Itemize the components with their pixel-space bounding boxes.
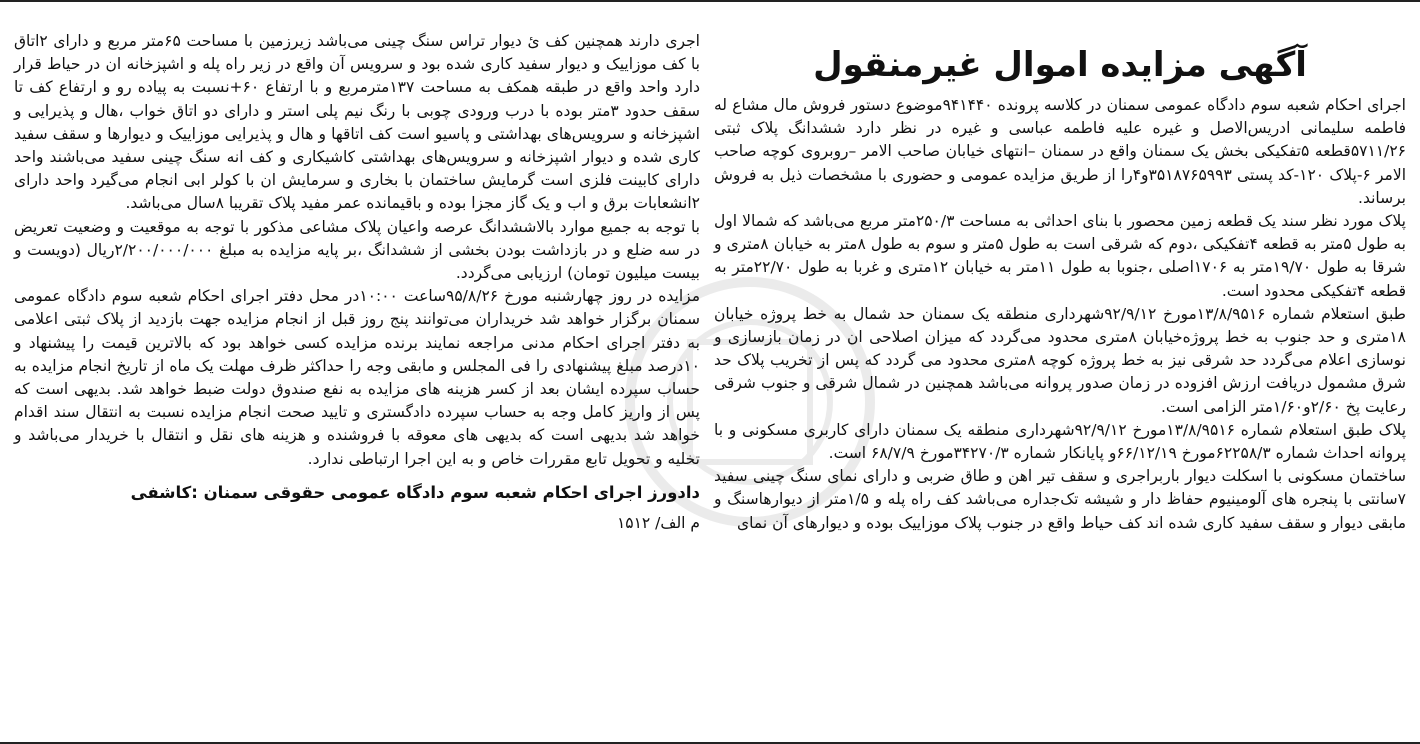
right-column (714, 30, 1406, 535)
left-column (14, 30, 700, 535)
paragraph-intro: اجرای احکام شعبه سوم دادگاه عمومی سمنان در کلاسه پرونده ۹۴۱۴۴۰موضوع دستور فروش مال مشاع له فاطمه سلیمانی ادریس‌الاصل و غیره علیه فاطمه عباسی و غیره در نظر دارد ششدانگ پلاک ثبتی ۵۷۱۱/۲۶قطعه ۵تفکیکی بخش یک سمنان واقع در سمنان –انتهای خیابان صاحب الامر –روبروی کوچه صاحب الامر ۶-پلاک ۱۲۰-کد پستی ۳۵۱۸۷۶۵۹۹۳و۴را از طریق مزایده عمومی و حضوری با مشخصات ذیل به فروش برساند. (714, 96, 1407, 207)
notice-title: آگهی مزایده اموال غیرمنقول (813, 45, 1307, 85)
paragraph-valuation: با توجه به جمیع موارد بالاششدانگ عرصه واعیان پلاک مشاعی مذکور با توجه به موقعیت و وضعیت تعریض در سه ضلع و در بازداشت بودن بخشی از ششدانگ ،بر پایه مزایده به مبلغ ۲/۲۰۰/۰۰۰/۰۰۰ریال (دویست و بیست میلیون تومان) ارزیابی می‌گردد. (14, 217, 700, 283)
notice-code: م الف/ ۱۵۱۲ (616, 514, 700, 533)
paragraph-permit: پلاک طبق استعلام شماره ۱۳/۸/۹۵۱۶مورخ ۹۲/۹/۱۲شهرداری منطقه یک سمنان دارای کاربری مسکونی و با پروانه احداث شماره ۶۲۲۵۸/۳مورخ ۶۶/۱۲/۱۹و پایانکار شماره ۳۴۲۷۰/۳مورخ ۶۸/۷/۹ است. (714, 420, 1407, 463)
paragraph-boundaries: پلاک مورد نظر سند یک قطعه زمین محصور با بنای احداثی به مساحت ۲۵۰/۳متر مربع می‌باشد که شمالا اول به طول ۵متر به قطعه ۴تفکیکی ،دوم که شرقی است به طول ۵متر و سوم به طول ۸متر به خیابان ۸متری و شرقا به طول ۱۹/۷۰متر به ۱۷۰۶اصلی ،جنوبا به طول ۱۱متر به خیابان ۱۲متری و غربا به طول ۲۲/۷۰متر به قطعه ۴تفکیکی محدود است. (714, 212, 1406, 300)
paragraph-municipality-inquiry: طبق استعلام شماره ۱۳/۸/۹۵۱۶مورخ ۹۲/۹/۱۲شهرداری منطقه یک سمنان حد شمال به خط پروژه خیابان ۱۸متری و حد جنوب به خط پروژه‌خیابان ۸متری محدود می‌گردد که میزان اصلاحی ان در زمان بازسازی و نوسازی اعلام می‌گردد حد شرقی نیز به خط پروژه کوچه ۸متری محدود می گردد که پس از تخریب پلاک حد شرق مشمول دریافت ارزش افزوده در زمان صدور پروانه می‌باشد همچنین در شمال شرقی و جنوب شرقی رعایت پخ ۲/۶۰و۱/۶۰متر الزامی است. (714, 304, 1406, 416)
paragraph-auction-terms: مزایده در روز چهارشنبه مورخ ۹۵/۸/۲۶ساعت ۱۰:۰۰در محل دفتر اجرای احکام شعبه سوم دادگاه عمومی سمنان برگزار خواهد شد خریداران می‌توانند پنج روز قبل از انجام مزایده جهت بازدید از پلاک ثبتی اعلامی به دفتر اجرای احکام مدنی مراجعه نمایند برنده مزایده کسی خواهد بود که بالاترین قیمت را پیشنهاد و ۱۰درصد مبلغ پیشنهادی را فی المجلس و مابقی وجه را حداکثر ظرف مهلت یک ماه از تاریخ انجام مزایده به حساب سپرده ایشان بعد از کسر هزینه های مزایده به نفع صندوق دولت ضبط خواهد شد. بدیهی است که پس از واریز کامل وجه به حساب سپرده دادگستری و تایید صحت انجام مزایده نسبت به انتقال سند اقدام خواهد شد بدیهی است که بدیهی های معوقه با فروشنده و هزینه های نقل و انتقال با خریدار می‌باشد و تخلیه و تحویل تابع مقررات خاص و به این اجرا ارتباطی ندارد. (14, 287, 700, 468)
signature-line: دادورز اجرای احکام شعبه سوم دادگاه عمومی حقوقی سمنان :کاشفی (130, 482, 700, 502)
paragraph-building-continued: اجری دارند همچنین کف ئ دیوار تراس سنگ چینی می‌باشد زیرزمین با مساحت ۶۵متر مربع و دارای ۲اتاق با کف موزاییک و دیوار سفید کاری شده بود و سرویس آن واقع در زیر راه پله و اشپزخانه ان در حیاط قرار دارد واحد واقع در طبقه همکف به مساحت ۱۳۷مترمربع و با ارتفاع ۶۰+نسبت به پیاده رو و ارتفاع کف تا سقف حدود ۳متر بوده با درب ورودی چوبی با رنگ نیم پلی استر و دارای دو اتاق خواب ،هال و پذیرایی و اشپزخانه و سرویس‌های بهداشتی و پاسیو است کف اتاقها و هال و پذیرایی موزاییک و دیوارها و سقف سفید کاری شده و دیوار اشپزخانه و سرویس‌های بهداشتی کاشیکاری و کف انه سنگ چینی سفید می‌باشند واحد دارای کابینت فلزی است گرمایش ساختمان با بخاری و سرمایش ان با کولر ابی انجام می‌گیرد واحد دارای ۲انشعابات برق و اب و یک گاز مجزا بوده و باقیمانده عمر مفید پلاک تقریبا ۸سال می‌باشد. (14, 32, 700, 213)
paragraph-building-description: ساختمان مسکونی با اسکلت دیوار باربراجری و سقف تیر اهن و طاق ضربی و دارای نمای سنگ چینی سفید ۷سانتی با پنجره های آلومینیوم حفاظ دار و شیشه تک‌جداره می‌باشد کف راه پله و ۱/۵متر از دیوارهاسنگ و مابقی دیوار و سقف سفید کاری شده اند کف حیاط واقع در جنوب پلاک موزاییک بوده و دیوارهای آن نمای (714, 467, 1406, 532)
